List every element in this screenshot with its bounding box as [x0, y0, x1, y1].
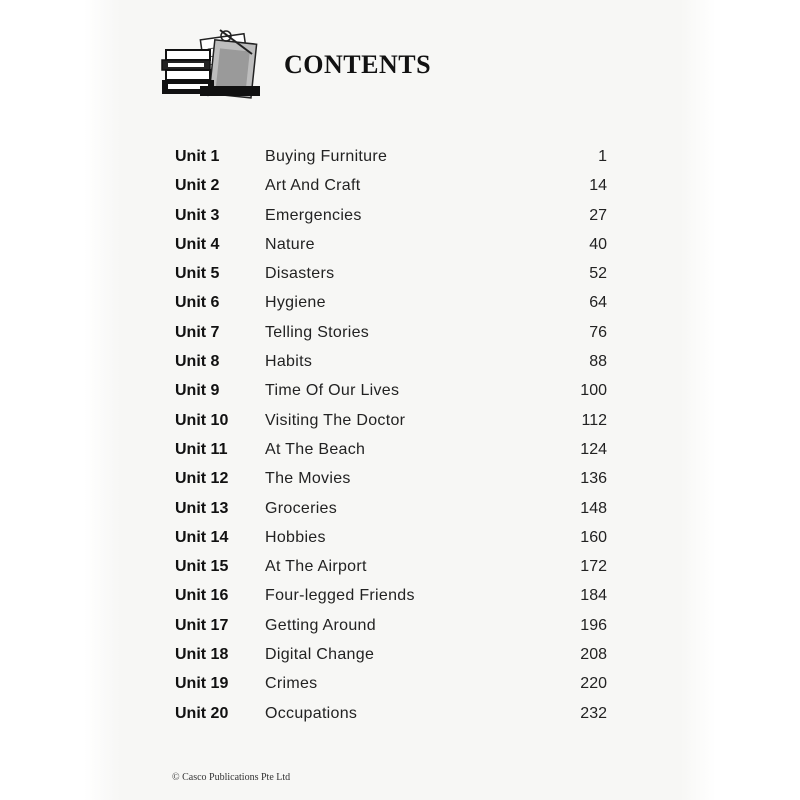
unit-number: Unit 12 [175, 470, 229, 488]
table-of-contents [175, 142, 615, 728]
toc-row-unit-4 [175, 230, 615, 259]
page-number: 52 [589, 265, 607, 283]
toc-row-unit-12 [175, 464, 615, 493]
toc-row-unit-10 [175, 406, 615, 435]
page-number: 76 [589, 323, 607, 341]
unit-topic: Art And Craft [265, 177, 361, 195]
unit-number: Unit 14 [175, 528, 229, 546]
toc-row-unit-9 [175, 376, 615, 405]
page-number: 232 [580, 704, 607, 722]
unit-topic: Groceries [265, 499, 338, 517]
toc-row-unit-3 [175, 201, 615, 230]
unit-number: Unit 13 [175, 499, 229, 517]
copyright-footer: © Casco Publications Pte Ltd [172, 772, 291, 783]
toc-row-unit-19 [175, 669, 615, 698]
unit-topic: The Movies [265, 470, 351, 488]
unit-topic: Four-legged Friends [265, 587, 415, 605]
unit-topic: Occupations [265, 704, 358, 722]
unit-number: Unit 5 [175, 265, 220, 283]
toc-row-unit-17 [175, 611, 615, 640]
toc-row-unit-13 [175, 494, 615, 523]
unit-topic: Hygiene [265, 294, 326, 312]
unit-topic: Telling Stories [265, 323, 370, 341]
unit-number: Unit 6 [175, 294, 220, 312]
page-number: 160 [580, 528, 607, 546]
toc-row-unit-5 [175, 259, 615, 288]
page-number: 27 [589, 206, 607, 224]
toc-row-unit-2 [175, 171, 615, 200]
page-margin-right [680, 0, 800, 800]
unit-topic: Getting Around [265, 616, 376, 634]
page-number: 14 [589, 177, 607, 195]
unit-topic: Digital Change [265, 646, 375, 664]
page-number: 172 [580, 558, 607, 576]
unit-topic: Hobbies [265, 528, 326, 546]
page-title: CONTENTS [284, 50, 432, 79]
page-number: 112 [581, 411, 607, 429]
unit-number: Unit 17 [175, 616, 229, 634]
unit-number: Unit 11 [175, 440, 228, 458]
unit-topic: Habits [265, 353, 313, 371]
page-number: 184 [580, 587, 607, 605]
toc-row-unit-1 [175, 142, 615, 171]
unit-number: Unit 9 [175, 382, 220, 400]
unit-topic: Buying Furniture [265, 148, 388, 165]
unit-topic: Time Of Our Lives [265, 382, 400, 400]
unit-number: Unit 16 [175, 587, 229, 605]
unit-topic: At The Beach [265, 440, 366, 458]
unit-number: Unit 1 [175, 148, 220, 165]
toc-row-unit-16 [175, 581, 615, 610]
unit-topic: Crimes [265, 675, 318, 693]
toc-row-unit-6 [175, 288, 615, 317]
unit-number: Unit 4 [175, 235, 220, 253]
page-number: 124 [580, 440, 607, 458]
unit-number: Unit 8 [175, 353, 220, 371]
unit-topic: Disasters [265, 265, 335, 283]
unit-topic: Nature [265, 235, 315, 253]
books-and-papers-icon [160, 24, 264, 104]
unit-number: Unit 20 [175, 704, 229, 722]
unit-topic: At The Airport [265, 558, 367, 576]
page-number: 88 [589, 353, 607, 371]
unit-number: Unit 18 [175, 646, 229, 664]
page-number: 196 [580, 616, 607, 634]
page-number: 64 [589, 294, 607, 312]
page-number: 136 [580, 470, 607, 488]
unit-topic: Emergencies [265, 206, 362, 224]
unit-number: Unit 7 [175, 323, 220, 341]
page-number: 208 [580, 646, 607, 664]
page-number: 40 [589, 235, 607, 253]
page-number: 1 [598, 148, 607, 165]
toc-row-unit-14 [175, 523, 615, 552]
page-number: 100 [580, 382, 607, 400]
toc-row-unit-15 [175, 552, 615, 581]
unit-number: Unit 19 [175, 675, 229, 693]
page-number: 220 [580, 675, 607, 693]
unit-topic: Visiting The Doctor [265, 411, 406, 429]
toc-row-unit-18 [175, 640, 615, 669]
toc-row-unit-7 [175, 318, 615, 347]
unit-number: Unit 3 [175, 206, 220, 224]
unit-number: Unit 2 [175, 177, 220, 195]
toc-row-unit-20 [175, 699, 615, 728]
unit-number: Unit 15 [175, 558, 229, 576]
page-margin-left [0, 0, 120, 800]
unit-number: Unit 10 [175, 411, 229, 429]
toc-row-unit-11 [175, 435, 615, 464]
page-number: 148 [580, 499, 607, 517]
toc-row-unit-8 [175, 347, 615, 376]
